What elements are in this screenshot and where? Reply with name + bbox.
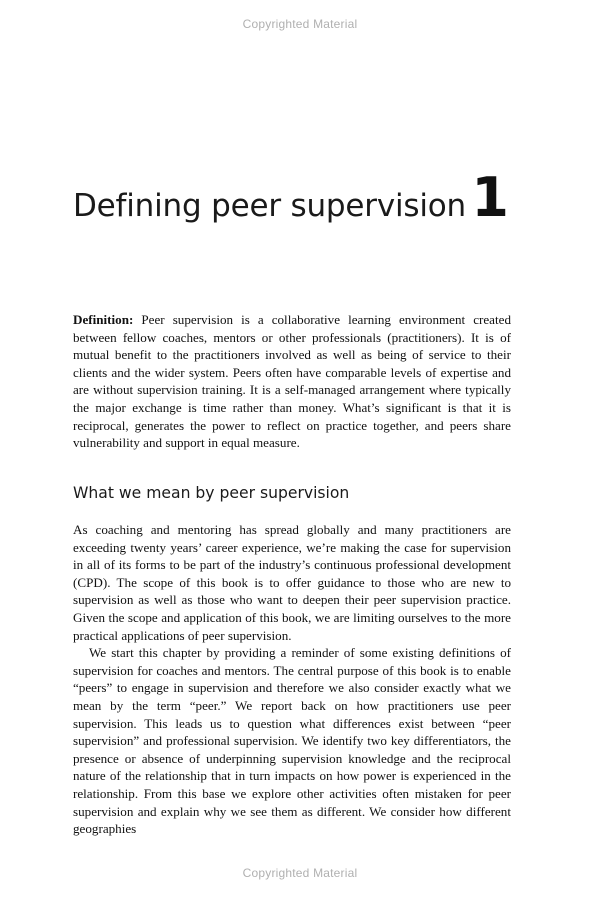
definition-text: Peer supervision is a collaborative learning environment created between fellow coaches, mentors or other professionals (practitioners). It is of mutual benefit to the practitioners involved as well as being of service to their clients and the wider system. Peers often have comparable levels of expertise and are without supervision training. It is a self-managed arrangement where typically the major exchange is time rather than money. What’s significant is that it is reciprocal, generates the power to reflect on practice together, and peers share vulnerability and support in equal measure.	[73, 312, 511, 451]
copyright-watermark-top: Copyrighted Material	[242, 17, 358, 31]
body-paragraph-1: As coaching and mentoring has spread globally and many practitioners are exceeding twenty years’ career experience, we’re making the case for supervision in all of its forms to be part of the industry’s continuous professional development (CPD). The scope of this book is to offer guidance to those who are new to supervision as well as those who want to deepen their peer supervision practice. Given the scope and application of this book, we are limiting ourselves to the more practical applications of peer supervision.	[73, 522, 511, 643]
section-heading: What we mean by peer supervision	[73, 484, 350, 502]
body-paragraph-2: We start this chapter by providing a reminder of some existing definitions of supervision for coaches and mentors. The central purpose of this book is to enable “peers” to engage in supervision and therefore we also consider exactly what we mean by the term “peer.” We report back on how practitioners use peer supervision. This leads us to question what differences exist between “peer supervision” and professional supervision. We identify two key differentiators, the presence or absence of underpinning supervision knowledge and the reciprocal nature of the relationship that in turn impacts on how power is experienced in the relationship. From this base we explore other activities often mistaken for peer supervision and explain why we see them as different. We consider how different geographies	[73, 645, 511, 837]
definition-paragraph	[73, 311, 511, 452]
chapter-number: 1	[471, 166, 509, 229]
chapter-title: Defining peer supervision	[73, 188, 466, 224]
chapter-header	[73, 166, 513, 232]
definition-label: Definition:	[73, 312, 134, 327]
section-body	[73, 521, 511, 838]
copyright-watermark-bottom: Copyrighted Material	[242, 866, 358, 880]
